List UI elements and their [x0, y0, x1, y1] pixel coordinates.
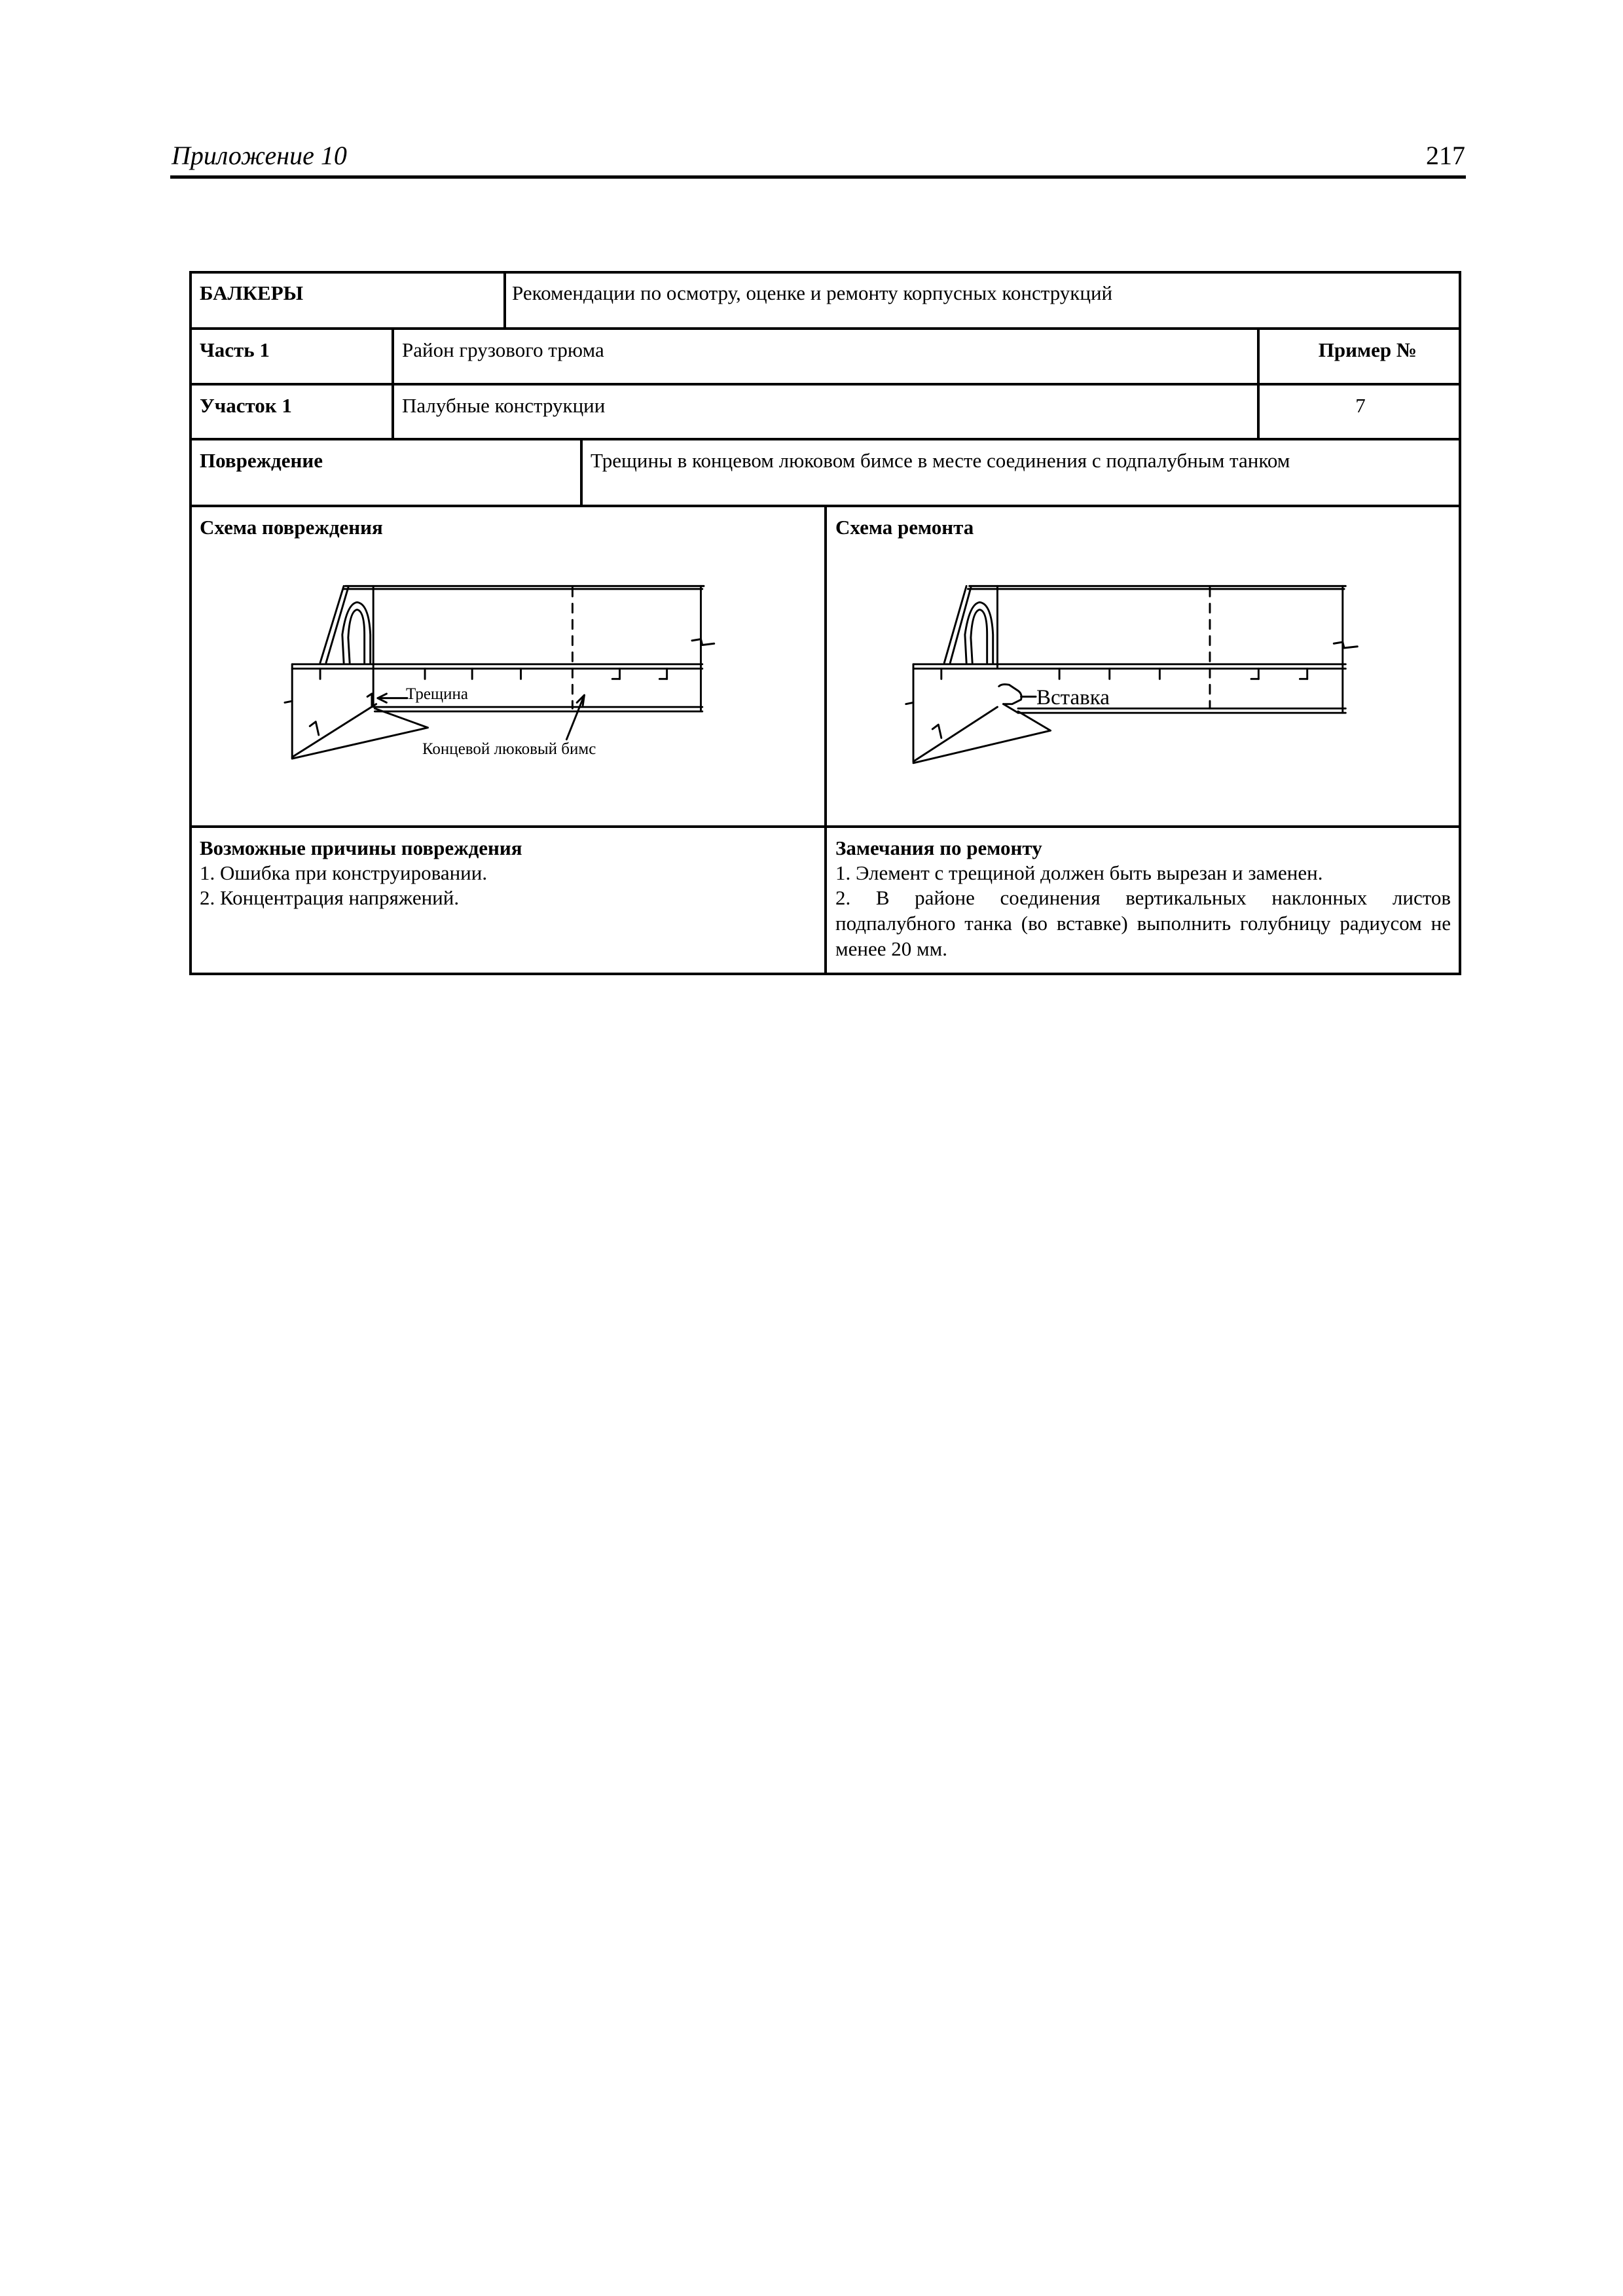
- crack-label: Трещина: [406, 685, 469, 703]
- category-label: БАЛКЕРЫ: [200, 281, 304, 304]
- beam-label: Концевой люковый бимс: [422, 740, 596, 758]
- damage-value: Трещины в концевом люковом бимсе в месте соединения с подпалубным танком: [591, 449, 1290, 472]
- part-label: Часть 1: [200, 338, 270, 361]
- subject-text: Рекомендации по осмотру, оценке и ремонту корпусных конструкций: [512, 281, 1113, 304]
- part-value: Район грузового трюма: [402, 338, 604, 361]
- damage-label: Повреждение: [200, 449, 323, 472]
- section-label: Участок 1: [200, 394, 292, 417]
- damage-scheme-title: Схема повреждения: [200, 516, 383, 539]
- cause-item-2: 2. Концентрация напряжений.: [200, 886, 460, 909]
- causes-title: Возможные причины повреждения: [200, 836, 522, 859]
- example-label: Пример №: [1318, 338, 1417, 361]
- example-number: 7: [1355, 394, 1366, 417]
- repair-note-2: 2. В районе соединения вертикальных наклонных листов подпалубного танка (во вставке) выполнить голубницу радиусом не менее 20 мм.: [835, 886, 1451, 960]
- header-title: Приложение 10: [172, 141, 347, 170]
- section-value: Палубные конструкции: [402, 394, 606, 417]
- repair-scheme-title: Схема ремонта: [835, 516, 974, 539]
- insert-label: Вставка: [1036, 686, 1110, 709]
- repair-note-1: 1. Элемент с трещиной должен быть вырезан и заменен.: [835, 861, 1323, 884]
- cause-item-1: 1. Ошибка при конструировании.: [200, 861, 488, 884]
- repair-notes-title: Замечания по ремонту: [835, 836, 1042, 859]
- page-number: 217: [1426, 141, 1465, 170]
